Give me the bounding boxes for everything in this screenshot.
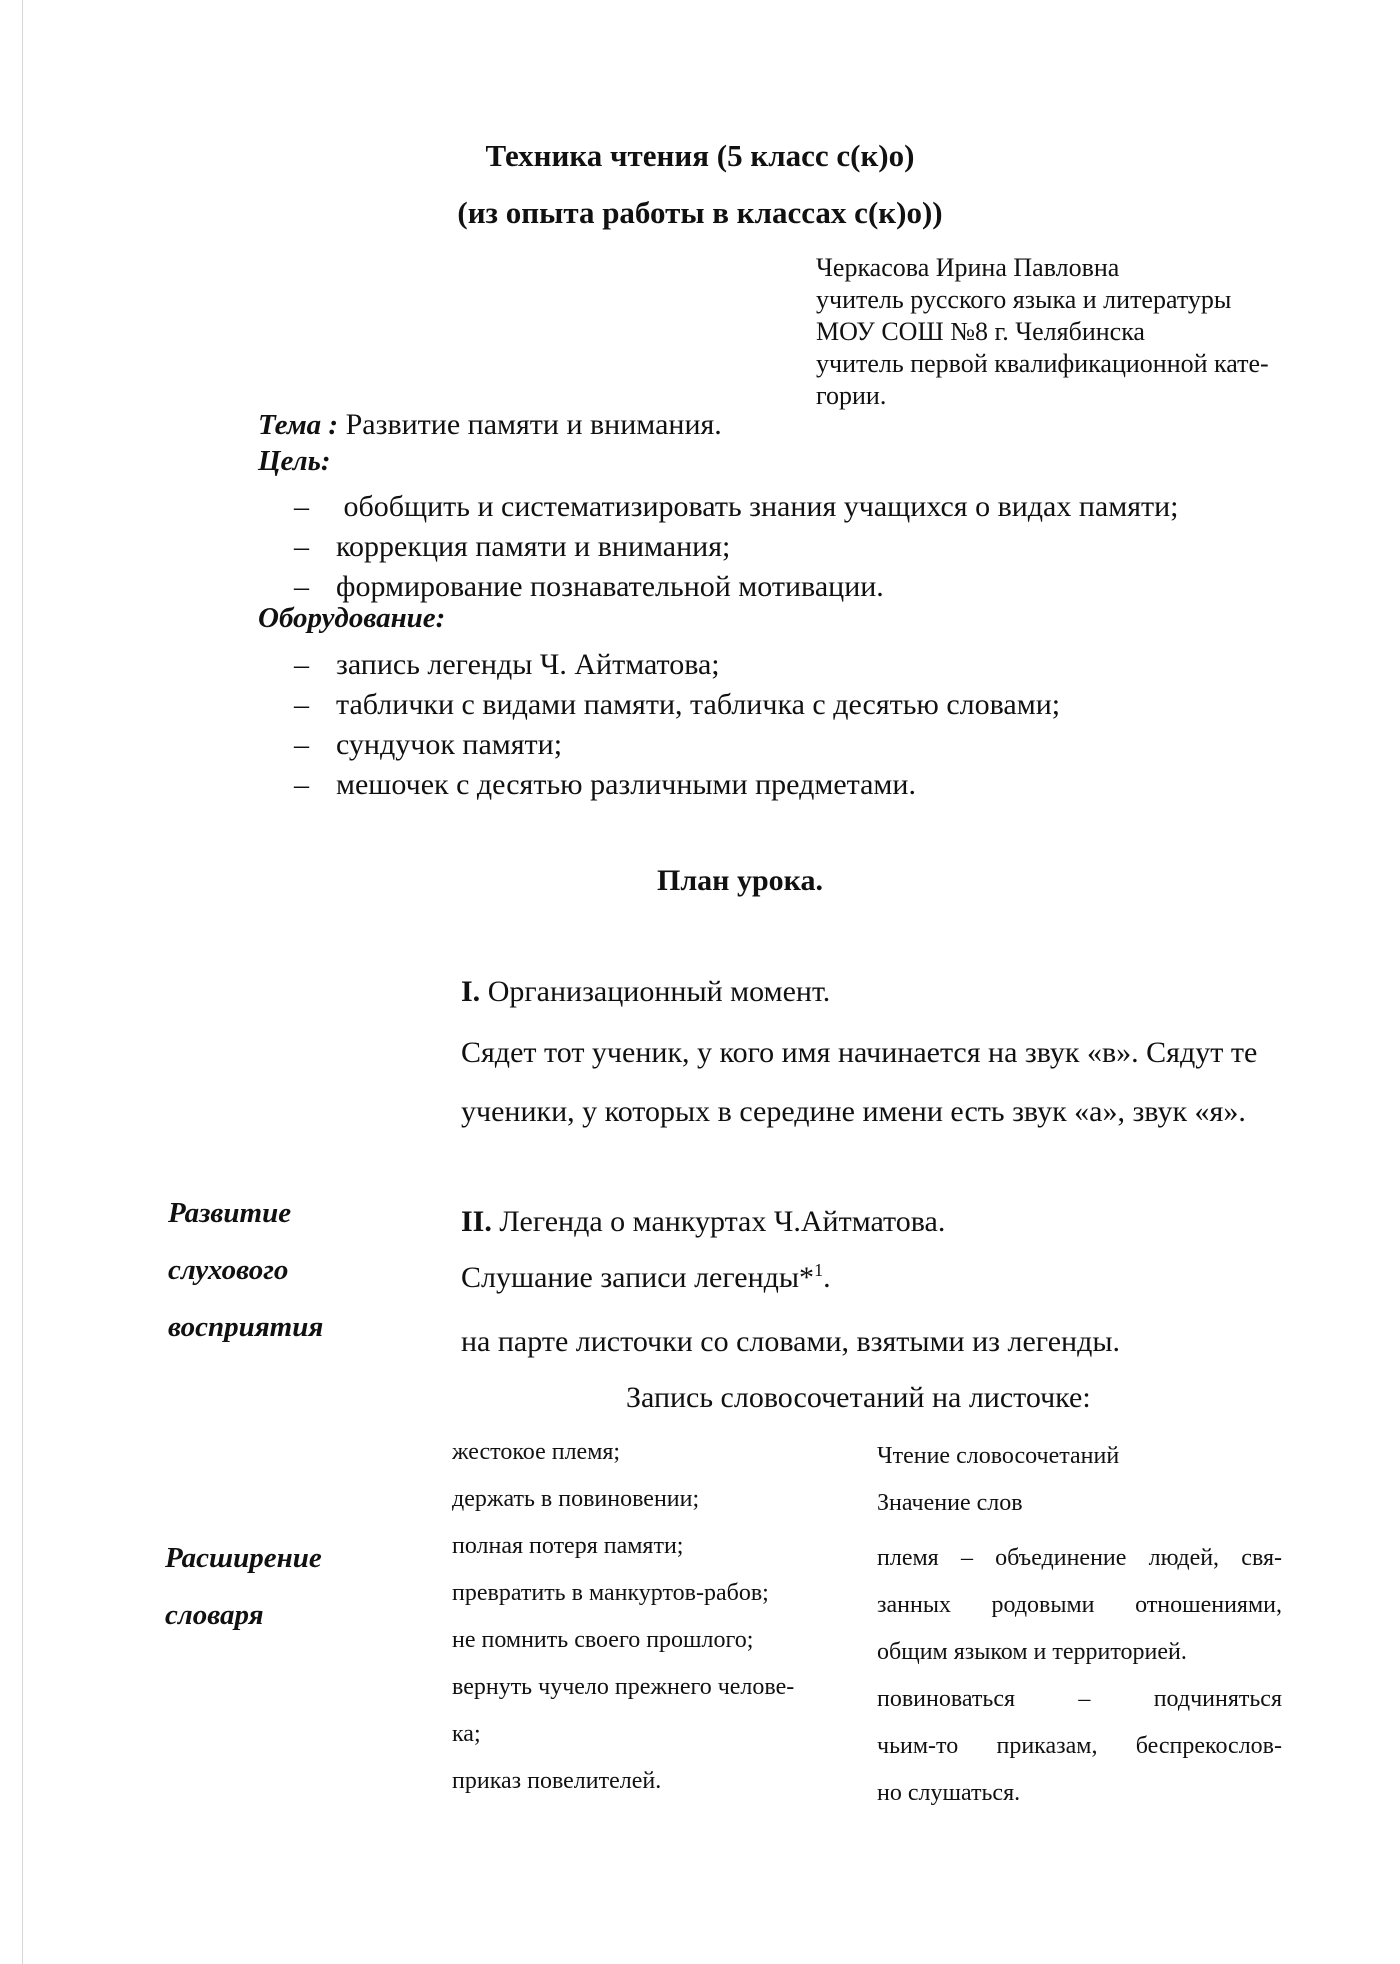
dash-bullet: – [294,688,309,721]
side-label-line: слухового [168,1254,289,1286]
goal-text: обобщить и систематизировать знания учащихся о видах памяти; [336,490,1179,523]
goal-label: Цель: [258,445,331,477]
goals-list [294,487,1179,607]
definition-line: но слушаться. [877,1780,1021,1806]
phrase-item: приказ повелителей. [452,1768,662,1794]
phrase-item: жестокое племя; [452,1439,621,1465]
section-1-heading [461,975,830,1009]
meanings-column [877,1433,1282,1817]
section-2-period: . [823,1261,831,1294]
equipment-text: таблички с видами памяти, табличка с десятью словами; [336,688,1061,721]
dash-bullet: – [294,570,309,603]
list-item [294,685,1060,725]
section-1-line: Сядет тот ученик, у кого имя начинается на звук «в». Сядут те [461,1036,1258,1069]
side-label-line: словаря [165,1599,264,1631]
section-1-line: ученики, у которых в середине имени есть звук «а», звук «я». [461,1095,1246,1128]
dash-bullet: – [294,490,309,523]
author-line: учитель русского языка и литературы [816,285,1232,314]
equipment-list [294,645,1060,805]
section-2-line [461,1260,831,1295]
document-subtitle: (из опыта работы в классах с(к)о)) [457,195,943,230]
definition-line: племя – объединение людей, свя- [877,1545,1282,1571]
author-block [816,252,1269,412]
phrase-item: превратить в манкуртов-рабов; [452,1580,769,1606]
section-2-heading [461,1205,945,1239]
equipment-text: запись легенды Ч. Айтматова; [336,648,720,681]
goal-text: формирование познавательной мотивации. [336,570,884,603]
list-item [294,725,1060,765]
equipment-text: сундучок памяти; [336,728,563,761]
definition-line: чьим-то приказам, беспрекослов- [877,1733,1282,1759]
dash-bullet: – [294,648,309,681]
list-item [294,567,1179,607]
side-label-line: Расширение [165,1542,322,1574]
theme-line [258,408,722,442]
theme-text: Развитие памяти и внимания. [338,408,722,441]
side-label-vocabulary [165,1530,322,1644]
definition-line: общим языком и территорией. [877,1639,1187,1665]
scan-edge-line [22,0,23,1964]
phrase-item: вернуть чучело прежнего челове- [452,1674,795,1700]
equipment-text: мешочек с десятью различными предметами. [336,768,916,801]
author-line: МОУ СОШ №8 г. Челябинска [816,317,1145,346]
plan-title: План урока. [657,864,823,897]
phrases-column [452,1429,794,1805]
section-1-numeral: I. [461,975,481,1008]
theme-label: Тема : [258,409,339,441]
section-2-title: Легенда о манкуртах Ч.Айтматова. [491,1205,946,1238]
author-line: учитель первой квалификационной кате- [816,349,1269,378]
dash-bullet: – [294,530,309,563]
document-title: Техника чтения (5 класс с(к)о) [485,138,915,173]
goal-text: коррекция памяти и внимания; [336,530,731,563]
dash-bullet: – [294,728,309,761]
side-label-line: восприятия [168,1311,324,1343]
author-line: Черкасова Ирина Павловна [816,253,1120,282]
phrase-item: не помнить своего прошлого; [452,1627,754,1653]
section-2-listening: Слушание записи легенды* [461,1261,815,1294]
definition-line: повиноваться – подчиняться [877,1686,1282,1712]
equipment-label: Оборудование: [258,602,446,634]
definition-line: занных родовыми отношениями, [877,1592,1282,1618]
list-item [294,765,1060,805]
author-line: гории. [816,381,887,410]
section-2-line: на парте листочки со словами, взятыми из легенды. [461,1325,1121,1358]
record-title: Запись словосочетаний на листочке: [626,1381,1091,1414]
phrase-item: полная потеря памяти; [452,1533,684,1559]
side-label-line: Развитие [168,1197,292,1229]
footnote-mark: 1 [814,1260,824,1280]
section-1-title: Организационный момент. [480,975,831,1008]
list-item [294,527,1179,567]
side-label-hearing [168,1185,323,1356]
list-item [294,645,1060,685]
section-2-numeral: II. [461,1205,492,1238]
dash-bullet: – [294,768,309,801]
reading-label: Чтение словосочетаний [877,1443,1120,1469]
list-item [294,487,1179,527]
meaning-label: Значение слов [877,1490,1023,1516]
phrase-item: ка; [452,1721,481,1747]
phrase-item: держать в повиновении; [452,1486,700,1512]
